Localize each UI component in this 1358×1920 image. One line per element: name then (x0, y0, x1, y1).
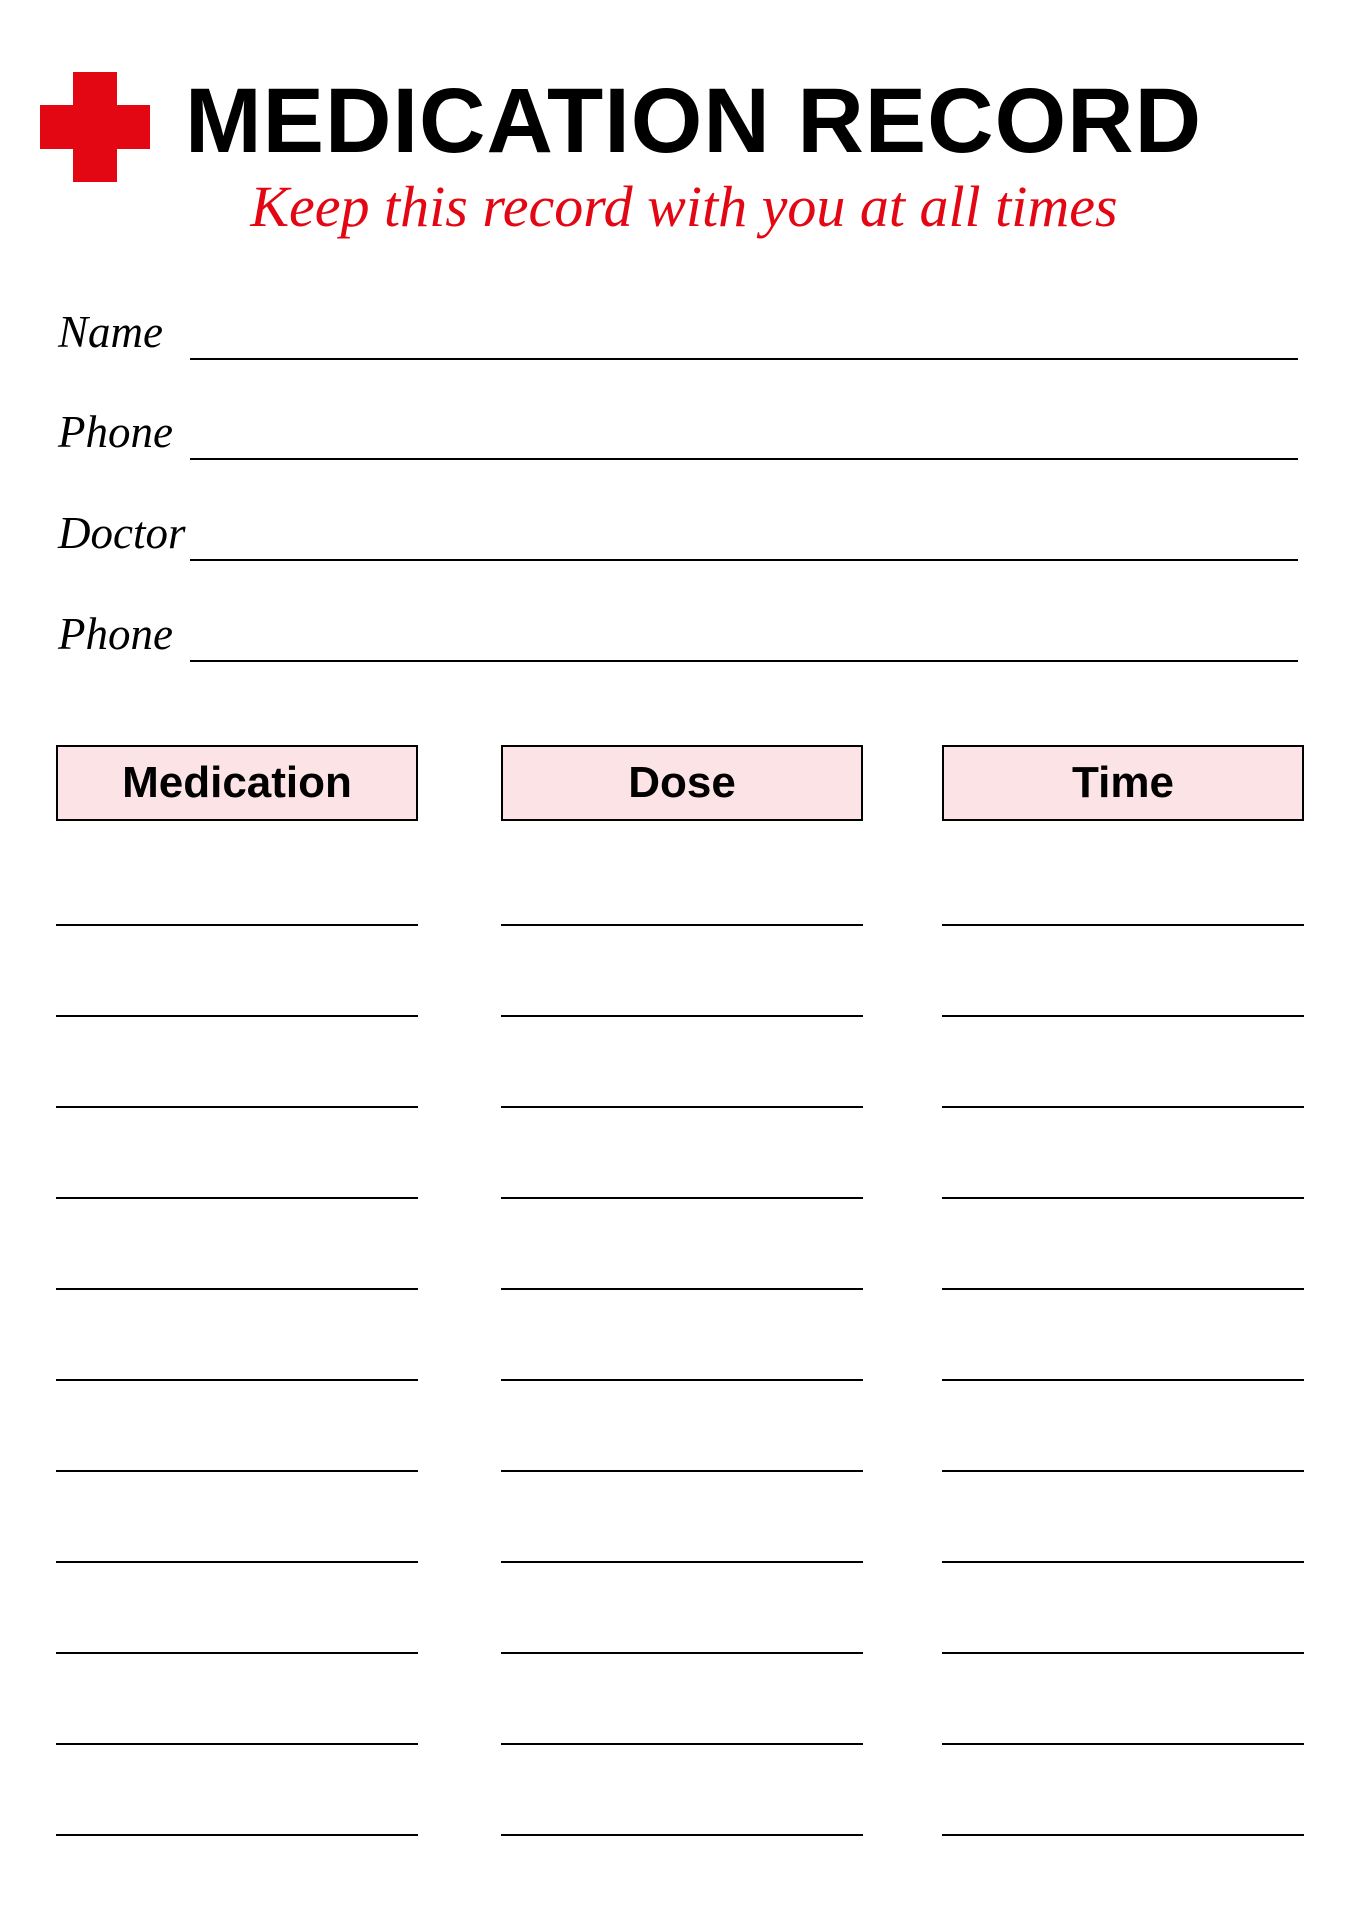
time-entry-line[interactable] (942, 1834, 1304, 1836)
doctor-phone-field[interactable] (58, 592, 1298, 672)
time-entry-line[interactable] (942, 1288, 1304, 1290)
medication-entry-line[interactable] (56, 1652, 418, 1654)
page-subtitle: Keep this record with you at all times (250, 174, 1118, 239)
dose-entry-line[interactable] (501, 1652, 863, 1654)
red-cross-icon (40, 72, 150, 182)
medication-entry-line[interactable] (56, 1106, 418, 1108)
medication-entry-line[interactable] (56, 1743, 418, 1745)
dose-entry-line[interactable] (501, 1834, 863, 1836)
dose-entry-line[interactable] (501, 1470, 863, 1472)
medication-entry-line[interactable] (56, 1470, 418, 1472)
dose-entry-line[interactable] (501, 1015, 863, 1017)
name-line[interactable] (190, 358, 1298, 360)
medication-entry-line[interactable] (56, 924, 418, 926)
dose-entry-line[interactable] (501, 924, 863, 926)
medication-entry-line[interactable] (56, 1561, 418, 1563)
time-entry-line[interactable] (942, 1379, 1304, 1381)
time-entry-line[interactable] (942, 1106, 1304, 1108)
doctor-field[interactable] (58, 491, 1298, 571)
name-label: Name (58, 307, 163, 357)
doctor-line[interactable] (190, 559, 1298, 561)
medication-entry-line[interactable] (56, 1015, 418, 1017)
time-entry-line[interactable] (942, 1470, 1304, 1472)
medication-entry-line[interactable] (56, 1197, 418, 1199)
time-entry-line[interactable] (942, 1197, 1304, 1199)
medication-entry-line[interactable] (56, 1288, 418, 1290)
time-entry-line[interactable] (942, 1652, 1304, 1654)
time-entry-line[interactable] (942, 1015, 1304, 1017)
medication-entry-line[interactable] (56, 1379, 418, 1381)
dose-column-header: Dose (501, 745, 863, 821)
medication-entry-line[interactable] (56, 1834, 418, 1836)
time-entry-line[interactable] (942, 1743, 1304, 1745)
page-title: MEDICATION RECORD (185, 70, 1203, 172)
time-entry-line[interactable] (942, 1561, 1304, 1563)
name-field[interactable] (58, 290, 1298, 370)
phone-line[interactable] (190, 458, 1298, 460)
doctor-phone-label: Phone (58, 609, 173, 659)
dose-entry-line[interactable] (501, 1288, 863, 1290)
dose-entry-line[interactable] (501, 1197, 863, 1199)
doctor-phone-line[interactable] (190, 660, 1298, 662)
dose-entry-line[interactable] (501, 1561, 863, 1563)
phone-field[interactable] (58, 390, 1298, 470)
medication-column-header: Medication (56, 745, 418, 821)
phone-label: Phone (58, 407, 173, 457)
time-entry-line[interactable] (942, 924, 1304, 926)
doctor-label: Doctor (58, 508, 186, 558)
dose-entry-line[interactable] (501, 1743, 863, 1745)
dose-entry-line[interactable] (501, 1106, 863, 1108)
time-column-header: Time (942, 745, 1304, 821)
dose-entry-line[interactable] (501, 1379, 863, 1381)
